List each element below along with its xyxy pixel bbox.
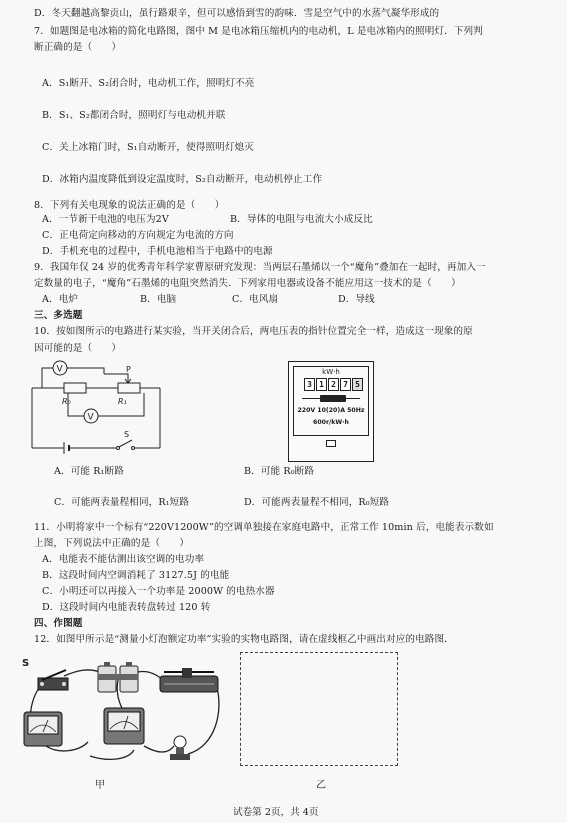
q7-option-d: D．冰箱内温度降低到设定温度时，S₂自动断开，电动机停止工作	[42, 174, 323, 185]
section-drawing: 四、作图题	[34, 618, 83, 629]
q8-option-c: C．正电荷定向移动的方向规定为电流的方向	[42, 230, 234, 241]
meter-digit: 7	[340, 378, 351, 391]
q7-stem: 7．如题图是电冰箱的简化电路图，图中 M 是电冰箱压缩机内的电动机，L 是电冰箱内的照明灯．下列判	[34, 26, 483, 37]
q9-option-b: B．电脑	[140, 294, 177, 305]
figure-jia-caption: 甲	[95, 780, 105, 791]
q9-option-a: A．电炉	[42, 294, 79, 305]
q10-option-c: C．可能两表量程相同，R₁短路	[54, 497, 190, 508]
q8-stem: 8．下列有关电现象的说法正确的是（ ）	[34, 200, 225, 211]
q11-option-c: C．小明还可以再接入一个功率是 2000W 的电热水器	[42, 586, 275, 597]
ammeter-icon	[24, 712, 62, 746]
meter-face	[293, 366, 369, 436]
q7-option-b: B．S₁、S₂都闭合时，照明灯与电动机并联	[42, 110, 226, 121]
q9-option-c: C．电风扇	[232, 294, 279, 305]
switch-s-label: S	[22, 658, 30, 669]
meter-terminal	[326, 440, 336, 447]
q10-circuit-diagram	[28, 358, 170, 458]
q8-option-b: B．导体的电阻与电流大小成反比	[230, 214, 373, 225]
switch-s-label: S	[124, 430, 130, 439]
q11-stem: 11．小明将家中一个标有“220V1200W”的空调单独接在家庭电路中，正常工作 10min 后，电能表示数如	[34, 522, 494, 533]
q7-option-c: C．关上冰箱门时，S₁自动断开，使得照明灯熄灭	[42, 142, 254, 153]
section-multiple-choice: 三、多选题	[34, 310, 83, 321]
switch-icon	[38, 670, 68, 690]
q7-option-a: A．S₁断开、S₂闭合时，电动机工作，照明灯不亮	[42, 78, 255, 89]
r1-label: R₁	[118, 397, 127, 406]
figure-yi-caption: 乙	[316, 780, 326, 791]
v2-label: V	[87, 412, 94, 423]
q8-option-a: A．一节新干电池的电压为2V	[42, 214, 169, 225]
page-footer: 试卷第 2页，共 4页	[233, 807, 319, 818]
q9-stem: 9．我国年仅 24 岁的优秀青年科学家曹原研究发现：当两层石墨烯以一个“魔角”叠加在一起时，再加入一	[34, 262, 486, 273]
q6-option-d: D．冬天翻越高黎贡山，虽行路艰辛，但可以感悟到雪的韵味．雪是空气中的水蒸气凝华形成的	[34, 8, 440, 19]
q10-option-a: A．可能 R₁断路	[54, 466, 124, 477]
meter-reading	[304, 378, 364, 391]
q10-stem-cont: 因可能的是（ ）	[34, 343, 122, 354]
meter-digit: 1	[316, 378, 327, 391]
q8-option-d: D．手机充电的过程中，手机电池相当于电路中的电源	[42, 246, 273, 257]
voltmeter-icon	[104, 708, 144, 744]
rheostat-icon	[160, 668, 218, 692]
q12-physical-circuit	[18, 650, 228, 770]
meter-digit: 5	[352, 378, 363, 391]
q7-stem-cont: 断正确的是（ ）	[34, 42, 122, 53]
meter-unit: kW·h	[322, 368, 340, 376]
electric-meter	[288, 361, 374, 462]
battery-icon	[98, 662, 138, 692]
meter-disc	[298, 395, 364, 402]
meter-digit: 2	[328, 378, 339, 391]
q10-stem: 10．按如图所示的电路进行某实验，当开关闭合后，两电压表的指针位置完全一样，造成这一现象的原	[34, 326, 473, 337]
q10-option-b: B．可能 R₀断路	[244, 466, 315, 477]
q11-option-a: A．电能表不能估测出该空调的电功率	[42, 554, 205, 565]
q11-option-b: B．这段时间内空调消耗了 3127.5J 的电能	[42, 570, 230, 581]
q11-option-d: D．这段时间内电能表转盘转过 120 转	[42, 602, 211, 613]
answer-box	[240, 652, 398, 766]
q11-stem-cont: 上图，下列说法中正确的是（ ）	[34, 538, 190, 549]
meter-rev-constant: 600r/kW·h	[313, 419, 349, 426]
v1-label: V	[56, 364, 63, 375]
q12-stem: 12．如图甲所示是“测量小灯泡额定功率”实验的实物电路图，请在虚线框乙中画出对应的电路图．	[34, 634, 454, 645]
r0-label: R₀	[62, 397, 71, 406]
q9-option-d: D．导线	[338, 294, 375, 305]
slider-p-label: P	[126, 365, 131, 374]
meter-digit: 3	[304, 378, 315, 391]
q10-option-d: D．可能两表量程不相同，R₀短路	[244, 497, 390, 508]
meter-spec: 220V 10(20)A 50Hz	[297, 407, 365, 414]
q9-stem-cont: 定数量的电子，“魔角”石墨烯的电阻突然消失．下列家用电器或设备不能应用这一技术的是（ ）	[34, 278, 461, 289]
